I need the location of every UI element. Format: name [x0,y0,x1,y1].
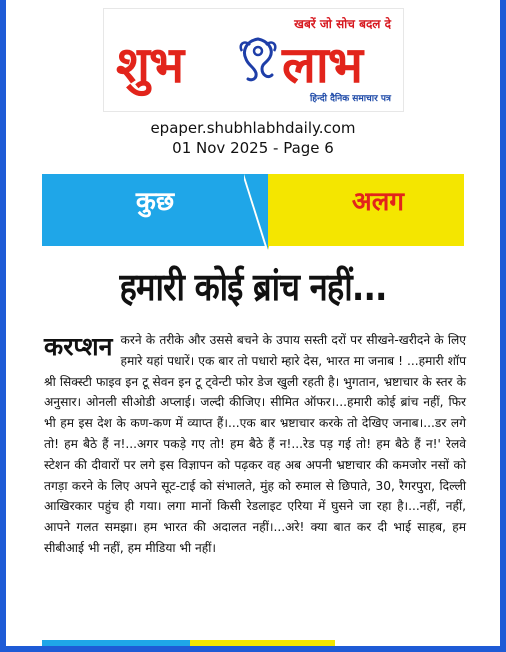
article-body [44,330,466,559]
article-headline: हमारी कोई ब्रांच नहीं... [119,265,387,309]
source-date-page: 01 Nov 2025 - Page 6 [172,139,334,157]
masthead-logo [103,8,404,112]
masthead-tagline: खबरें जो सोच बदल दे [294,17,391,31]
banner-word-kuch: कुछ [135,187,175,217]
logo-word-labh: लाभ [282,36,362,94]
banner-word-alag: अलग [351,187,405,217]
source-info [0,118,506,158]
logo-word-shubh: शुभ [116,36,184,94]
article-text: करने के तरीके और उससे बचने के उपाय सस्ती दरों पर सीखने-खरीदने के लिए हमारे यहां पधारें। एक बार तो पधारो म्हारे देस, भारत मा जनाब ! ...हमारी शॉप श्री सिक्स्टी फाइव इन टू सेवन इन टू ट्वेन्टी फोर डेज खुली रहती है। भुगतान, भ्रष्टाचार के स्तर के अनुसार। ओनली सीओडी अप्लाई। जल्दी कीजिए। सीमित ऑफर।...हमारी कोई ब्रांच नहीं, फिर भी हम इस देश के कण-कण में व्याप्त हैं।...एक बार भ्रष्टाचार करके तो देखिए जनाब।...डर लगे तो! हम बैठे हैं न!...अगर पकड़े गए तो! हम बैठे हैं न!...रेड पड़ गई तो! हम बैठे हैं न!' रेलवे स्टेशन की दीवारों पर लगे इस विज्ञापन को पढ़कर वह अब अपनी भ्रष्टाचार की कमजोर नसों को तगड़ा करने के लिए अपने सूट-टाई को संभालते, मुंह को रुमाल से छिपाते, 30, रैगरपुरा, दिल्ली आखिरकार पहुंच ही गया। लगा मानों किसी रेडलाइट एरिया में घुसने जा रहा है।...नहीं, नहीं, आपने गलत समझा। हम भारत की अदालत नहीं।...अरे! क्या बात कर दी भाई साहब, हम सीबीआई भी नहीं, हम मीडिया भी नहीं। [44,333,466,555]
footer-strip-yellow [190,640,335,646]
source-url: epaper.shubhlabhdaily.com [150,119,356,137]
ganesha-emblem-icon [234,35,282,85]
footer-strip-blue [42,640,190,646]
article-dropcap: करप्शन [44,332,113,361]
masthead-subline: हिन्दी दैनिक समाचार पत्र [309,94,391,104]
